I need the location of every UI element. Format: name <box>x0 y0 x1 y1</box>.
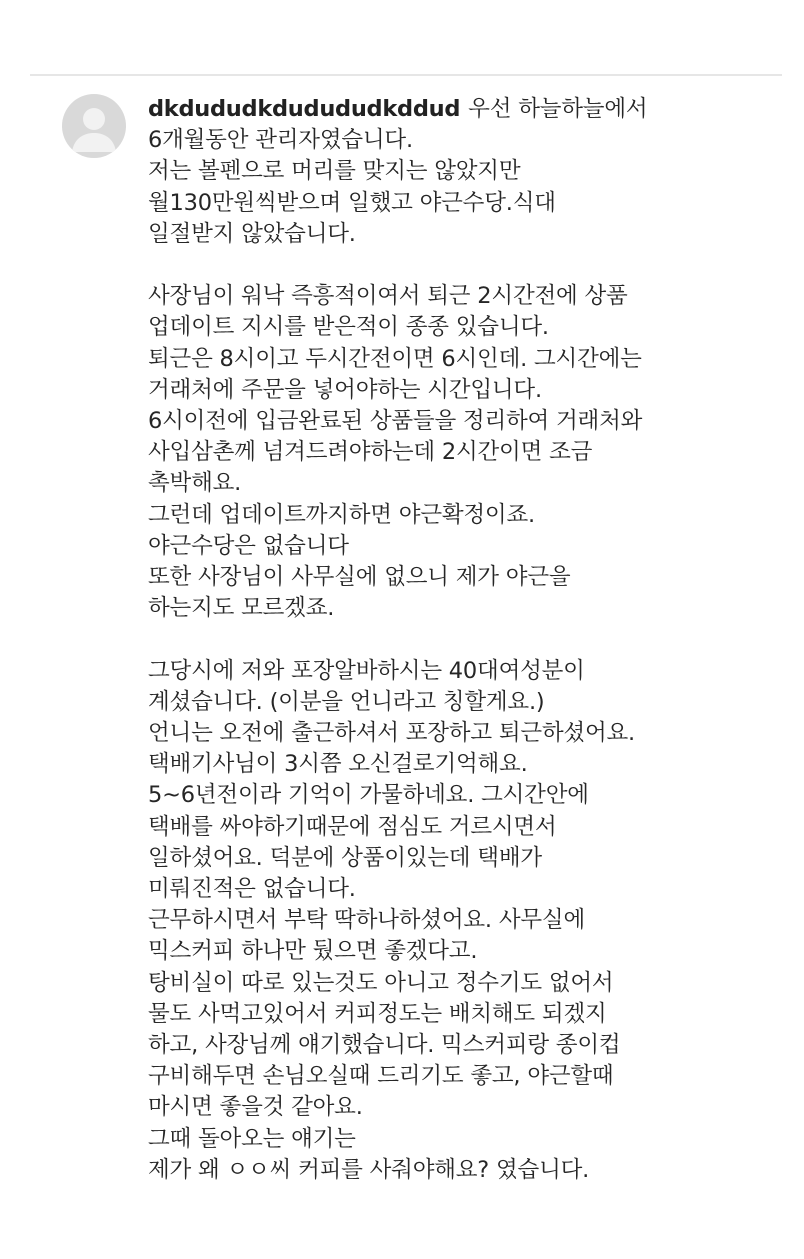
comment-line: 택배기사님이 3시쯤 오신걸로기억해요. <box>148 751 528 778</box>
comment-line: 제가 왜 ㅇㅇ씨 커피를 사줘야해요? 였습니다. <box>148 1156 590 1183</box>
paragraph-gap <box>148 250 782 281</box>
comment-line: 야근수당은 없습니다 <box>148 532 349 559</box>
comment-line: 택배를 싸야하기때문에 점심도 거르시면서 <box>148 813 557 840</box>
comment-line: 구비해두면 손님오실때 드리기도 좋고, 야근할때 <box>148 1063 614 1090</box>
comment-line: 그런데 업데이트까지하면 야근확정이죠. <box>148 501 535 528</box>
comment-body <box>148 94 782 1186</box>
comment-line: 일절받지 않았습니다. <box>148 220 356 247</box>
comment-line: 사장님이 워낙 즉흥적이여서 퇴근 2시간전에 상품 <box>148 283 628 310</box>
comment-line: 하고, 사장님께 얘기했습니다. 믹스커피랑 종이컵 <box>148 1032 621 1059</box>
comment-line: 마시면 좋을것 같아요. <box>148 1094 363 1121</box>
comment-line: 믹스커피 하나만 뒀으면 좋겠다고. <box>148 938 478 965</box>
comment-line: 일하셨어요. 덕분에 상품이있는데 택배가 <box>148 844 542 871</box>
comment-line: 월130만원씩받으며 일했고 야근수당.식대 <box>148 189 556 216</box>
paragraph-gap <box>148 624 782 655</box>
comment-line: 저는 볼펜으로 머리를 맞지는 않았지만 <box>148 158 521 185</box>
comment-line: 탕비실이 따로 있는것도 아니고 정수기도 없어서 <box>148 969 614 996</box>
comment-line: 거래처에 주문을 넣어야하는 시간입니다. <box>148 376 542 403</box>
comment-line: 5~6년전이라 기억이 가물하네요. 그시간안에 <box>148 782 589 809</box>
comment-line: 그때 돌아오는 얘기는 <box>148 1125 356 1152</box>
comment-line: 6개월동안 관리자였습니다. <box>148 127 413 154</box>
comment-line: 퇴근은 8시이고 두시간전이면 6시인데. 그시간에는 <box>148 345 642 372</box>
comment-line: 하는지도 모르겠죠. <box>148 595 335 622</box>
comment-line: 사입삼촌께 넘겨드려야하는데 2시간이면 조금 <box>148 439 593 466</box>
comment-line-text: 우선 하늘하늘에서 <box>468 96 648 122</box>
comment-username[interactable]: dkdudud​kdudududkddud <box>148 96 461 122</box>
comment-paragraph-2 <box>148 281 782 624</box>
comment <box>62 94 782 1186</box>
comment-line: 언니는 오전에 출근하셔서 포장하고 퇴근하셨어요. <box>148 720 635 747</box>
default-person-icon <box>62 94 126 158</box>
comment-line: 6시이전에 입금완료된 상품들을 정리하여 거래처와 <box>148 408 643 435</box>
comment-paragraph-1 <box>148 94 782 250</box>
comment-line: 물도 사먹고있어서 커피정도는 배치해도 되겠지 <box>148 1000 607 1027</box>
avatar[interactable] <box>62 94 126 158</box>
comment-line: 업데이트 지시를 받은적이 종종 있습니다. <box>148 314 549 341</box>
comment-line: 근무하시면서 부탁 딱하나하셨어요. 사무실에 <box>148 907 585 934</box>
comment-line: 그당시에 저와 포장알바하시는 40대여성분이 <box>148 657 585 684</box>
comment-line: 미뤄진적은 없습니다. <box>148 876 356 903</box>
top-divider <box>30 74 782 76</box>
comment-paragraph-3 <box>148 656 782 1186</box>
comment-line: 또한 사장님이 사무실에 없으니 제가 야근을 <box>148 564 571 591</box>
comment-line: 계셨습니다. (이분을 언니라고 칭할게요.) <box>148 688 545 715</box>
comment-line <box>148 94 782 125</box>
comment-line: 촉박해요. <box>148 470 242 497</box>
